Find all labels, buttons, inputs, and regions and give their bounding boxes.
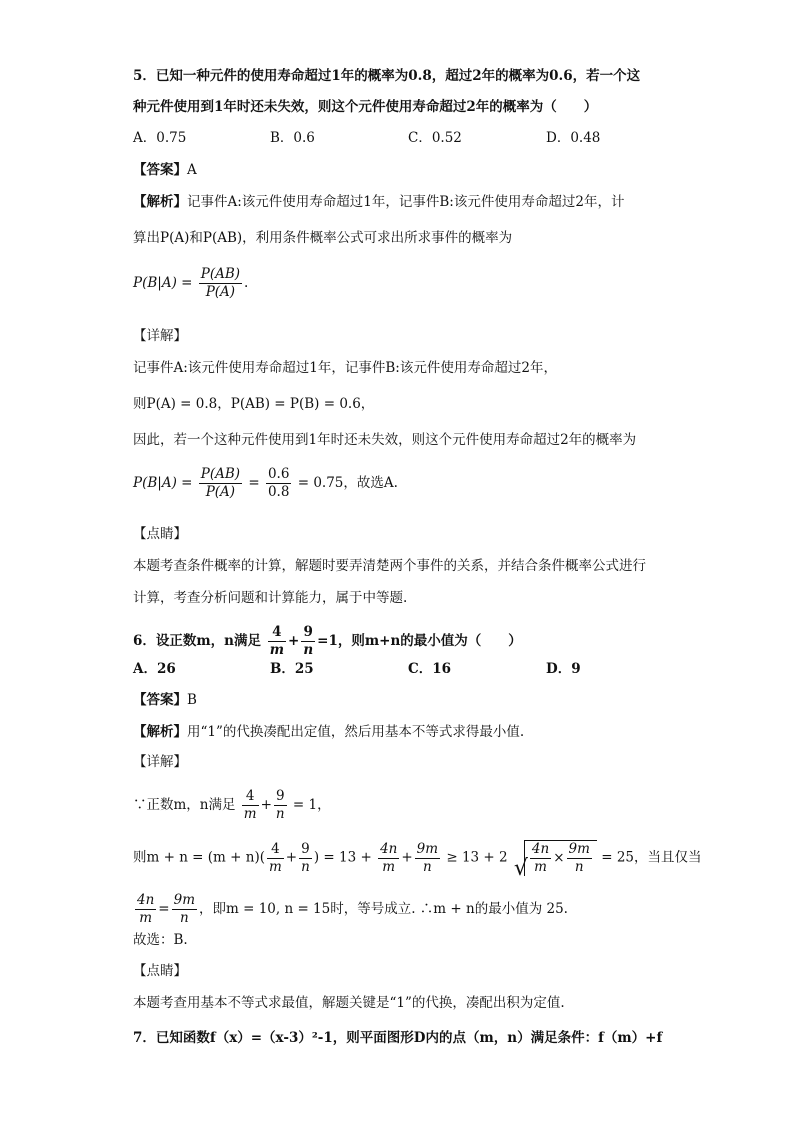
calc-fraction-2 [266, 466, 291, 501]
d1-pre: ∵正数m，n满足 [133, 797, 236, 813]
d1-frac1-num: 4 [242, 788, 259, 806]
d2-frac1-den: m [268, 858, 282, 875]
q6-frac1-num: 4 [268, 624, 286, 642]
q5-option-b: B．0.6 [270, 130, 315, 146]
q6-stem [133, 624, 522, 659]
q5-stem-line2: 种元件使用到1年时还未失效，则这个元件使用寿命超过2年的概率为（ ） [133, 99, 598, 115]
q7-stem: 7．已知函数f（x）=（x-3）²-1，则平面图形D内的点（m，n）满足条件：f（m）+f [133, 1030, 663, 1046]
calc-den-1: P(A) [205, 484, 236, 500]
q6-detail-line1 [133, 788, 331, 823]
d2-sqrt-a-num: √ 4n [531, 841, 550, 857]
d1-frac2-den: n [275, 806, 285, 822]
d3-b-num: 9m [173, 892, 195, 908]
answer-tag: 【答案】 [133, 162, 187, 178]
d1-frac1-den: m [243, 806, 257, 822]
q6-frac-9-n [301, 624, 315, 659]
analysis-text: 用“1”的代换凑配出定值，然后用基本不等式求得最小值. [187, 724, 525, 740]
calc-num-1: P(AB) [200, 466, 241, 482]
d2-frac2-num: 9 [299, 841, 312, 859]
q5-detail-line2: 则P(A) = 0.8，P(AB) = P(B) = 0.6， [133, 396, 375, 412]
d2-a-num: 4n [380, 840, 398, 857]
q6-choose: 故选：B. [133, 932, 188, 948]
q5-option-a: A．0.75 [133, 130, 187, 146]
d3-a-num: 4n [137, 892, 155, 908]
calc-lhs: P(B|A) = [133, 475, 193, 491]
q6-analysis-line [133, 722, 524, 742]
d2-sqrt-b-num: 9m [568, 841, 590, 857]
d2-post: = 25，当且仅当 [601, 849, 702, 866]
q5-option-d: D．0.48 [546, 130, 601, 146]
answer-value: B [187, 692, 197, 708]
d2-mid: ) = 13 + [313, 849, 372, 866]
analysis-text: 记事件A:该元件使用寿命超过1年，记事件B:该元件使用寿命超过2年，计 [187, 194, 625, 210]
q5-detail-line1: 记事件A:该元件使用寿命超过1年，记事件B:该元件使用寿命超过2年， [133, 360, 557, 376]
d1-plus: + [260, 797, 272, 813]
q6-frac2-num: 9 [301, 624, 315, 642]
calc-num-2: 0.6 [267, 466, 290, 482]
q5-comment-line2: 计算，考查分析问题和计算能力，属于中等题. [133, 590, 408, 606]
q6-frac2-den: n [303, 642, 314, 658]
q6-option-c: C．16 [408, 661, 452, 677]
d1-frac2-num: 9 [274, 788, 287, 806]
answer-value: A [187, 162, 197, 178]
d2-sqrt-a-den: m [534, 859, 547, 875]
q5-comment-line1: 本题考查条件概率的计算，解题时要弄清楚两个事件的关系，并结合条件概率公式进行 [133, 558, 646, 574]
d2-b-den: n [423, 858, 432, 875]
d2-plus-1: + [285, 849, 298, 866]
q6-comment: 本题考查用基本不等式求最值，解题关键是“1”的代换，凑配出积为定值. [133, 995, 565, 1011]
q5-option-c: C．0.52 [408, 130, 462, 146]
d2-times: × [553, 850, 565, 866]
d2-frac-4n-m [378, 841, 399, 876]
d2-plus-2: + [401, 849, 413, 866]
d3-b-den: n [179, 910, 189, 926]
q5-formula [133, 266, 248, 301]
d2-frac1-num: 4 [267, 841, 284, 859]
d3-frac-4n-m [135, 892, 156, 927]
q6-detail-line2 [133, 840, 702, 876]
formula-den: P(A) [205, 284, 236, 300]
q5-detail-tag: 【详解】 [133, 328, 187, 344]
q6-option-b: B．25 [270, 661, 314, 677]
q6-stem-pre: 6．设正数m，n满足 [133, 633, 261, 649]
d2-frac-4-m [267, 841, 284, 876]
analysis-tag: 【解析】 [133, 194, 187, 210]
calc-eq: = [248, 475, 260, 491]
q6-option-a: A．26 [133, 661, 176, 677]
d2-frac-9-n [299, 841, 312, 876]
d2-pre: 则m + n = (m + n)( [133, 849, 265, 866]
q5-stem-line1: 5．已知一种元件的使用寿命超过1年的概率为0.8，超过2年的概率为0.6，若一个这 [133, 68, 641, 84]
d3-eq: = [158, 901, 170, 917]
q6-frac1-den: m [269, 642, 284, 658]
d2-a-den: m [382, 858, 396, 875]
q6-answer-line [133, 690, 197, 710]
q6-plus: + [288, 633, 300, 649]
d2-ge: ≥ 13 + 2 [446, 849, 508, 866]
answer-tag: 【答案】 [133, 692, 187, 708]
d2-sqrt-frac-2 [567, 841, 592, 876]
q5-analysis-line1 [133, 192, 624, 212]
d2-frac2-den: n [301, 858, 310, 875]
d1-post: = 1， [292, 797, 331, 813]
calc-den-2: 0.8 [267, 484, 290, 500]
formula-end: . [244, 275, 249, 291]
q6-comment-tag: 【点睛】 [133, 963, 187, 979]
q6-detail-tag: 【详解】 [133, 754, 187, 770]
d3-a-den: m [139, 910, 153, 926]
formula-fraction [199, 266, 242, 301]
formula-num: P(AB) [200, 266, 241, 282]
d2-sqrt [524, 840, 597, 876]
q6-option-d: D．9 [546, 661, 581, 677]
d3-post: ，即m = 10, n = 15时，等号成立. ∴m + n的最小值为 25. [199, 901, 568, 917]
d2-sqrt-frac-1 [530, 841, 551, 876]
formula-lhs: P(B|A) = [133, 275, 193, 291]
q6-frac-4-m [268, 624, 286, 659]
d2-sqrt-b-den: n [574, 859, 584, 875]
d2-frac-9m-n [415, 841, 440, 876]
calc-end: = 0.75，故选A. [297, 475, 398, 491]
q5-comment-tag: 【点睛】 [133, 526, 187, 542]
d1-frac-4-m [242, 788, 259, 823]
q5-answer-line [133, 160, 197, 180]
q5-analysis-line2: 算出P(A)和P(AB)，利用条件概率公式可求出所求事件的概率为 [133, 230, 513, 246]
q5-calc [133, 466, 398, 501]
q5-detail-line3: 因此，若一个这种元件使用到1年时还未失效，则这个元件使用寿命超过2年的概率为 [133, 432, 637, 448]
analysis-tag: 【解析】 [133, 724, 187, 740]
d1-frac-9-n [274, 788, 287, 823]
calc-fraction-1 [199, 466, 242, 501]
q6-stem-post: =1，则m+n的最小值为（ ） [317, 633, 522, 649]
d2-b-num: 9m [416, 840, 439, 857]
q6-detail-line3 [133, 892, 568, 927]
d3-frac-9m-n [172, 892, 197, 927]
